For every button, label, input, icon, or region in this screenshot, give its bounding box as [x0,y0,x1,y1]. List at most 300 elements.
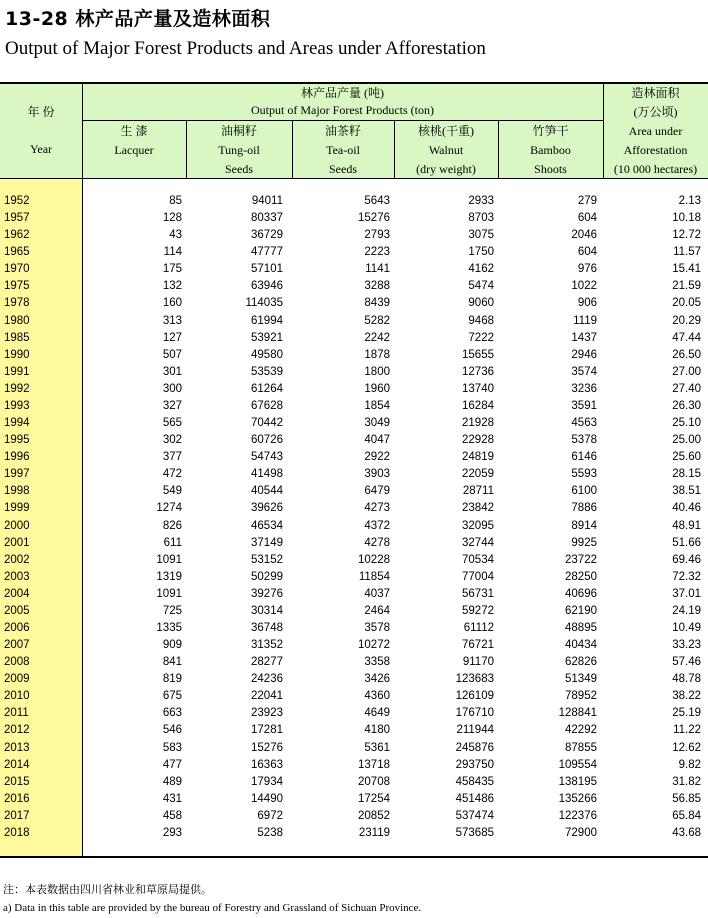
bamboo-cell: 279 [577,195,597,207]
walnut-cell: 8703 [468,212,494,225]
bottom-rule [0,856,708,858]
teaoil-cell: 1141 [365,263,390,276]
year-cell: 2006 [4,622,30,634]
bamboo-cell: 48895 [565,622,597,634]
bamboo-cell: 62826 [565,656,597,669]
bamboo-cell: 135266 [558,792,597,805]
year-cell: 2011 [4,707,29,720]
area-cell: 43.68 [672,826,701,839]
table-row [0,331,708,346]
area-cell: 10.18 [672,212,701,225]
teaoil-cell: 4360 [364,690,390,703]
teaoil-cell: 2922 [364,451,390,464]
table-row [0,604,708,619]
walnut-cell: 16284 [462,399,494,412]
table-row [0,741,708,756]
area-cell: 26.30 [672,399,701,412]
area-header-unit: (万公顷) [633,105,678,119]
area-cell: 48.78 [672,673,701,686]
year-cell: 2016 [4,792,30,805]
bamboo-cell: 6146 [571,451,597,464]
teaoil-cell: 3358 [364,656,390,669]
teaoil-cell: 5282 [364,314,390,327]
teaoil-cell: 2464 [364,604,390,617]
tungoil-cell: 23923 [251,707,283,720]
bamboo-cell: 23722 [565,553,597,566]
teaoil-cell: 3049 [364,417,390,430]
teaoil-cell: 4180 [364,724,390,737]
lacquer-cell: 841 [162,656,182,669]
tungoil-cell: 17934 [251,775,283,788]
tungoil-cell: 54743 [251,451,283,464]
year-cell: 1952 [4,195,30,207]
table-row [0,262,708,277]
area-cell: 27.00 [672,365,701,378]
walnut-cell: 70534 [462,553,494,566]
year-cell: 1991 [4,365,30,378]
bamboo-cell: 62190 [565,604,597,617]
group-header-en: Output of Major Forest Products (ton) [251,103,434,117]
area-cell: 47.44 [672,331,701,344]
col-teaoil-en1: Tea-oil [326,143,360,157]
year-cell: 1957 [4,212,30,225]
walnut-cell: 176710 [455,707,494,720]
tungoil-cell: 17281 [251,724,283,737]
tungoil-cell: 53921 [251,331,283,344]
walnut-cell: 1750 [468,246,494,259]
tungoil-cell: 37149 [251,536,283,549]
area-cell: 24.19 [672,604,701,617]
note-cn: 注：本表数据由四川省林业和草原局提供。 [3,883,212,896]
bamboo-cell: 40696 [565,587,597,600]
lacquer-cell: 293 [162,826,182,839]
table-row [0,536,708,551]
area-cell: 9.82 [678,758,701,771]
bamboo-cell: 4563 [571,417,597,430]
teaoil-cell: 4372 [364,519,390,532]
walnut-cell: 211944 [456,724,494,737]
lacquer-cell: 507 [162,348,182,361]
tungoil-cell: 6972 [257,809,283,822]
walnut-cell: 458435 [455,775,494,788]
bamboo-cell: 3574 [571,365,597,378]
table-row [0,758,708,773]
teaoil-cell: 6479 [364,485,390,498]
col-walnut-en2: (dry weight) [416,162,476,176]
tungoil-cell: 53539 [251,365,283,378]
walnut-cell: 77004 [462,570,494,583]
lacquer-cell: 127 [162,331,182,344]
table-row [0,587,708,602]
walnut-cell: 573685 [455,826,494,839]
bamboo-cell: 604 [577,212,597,225]
col-teaoil-en2: Seeds [329,162,357,176]
year-cell: 2002 [4,553,30,566]
teaoil-cell: 17254 [358,792,390,805]
teaoil-cell: 15276 [358,212,390,225]
year-cell: 1998 [4,485,30,498]
teaoil-cell: 3288 [364,280,390,293]
teaoil-cell: 4278 [364,536,390,549]
lacquer-cell: 160 [162,297,182,310]
lacquer-cell: 85 [169,195,182,207]
lacquer-cell: 1091 [156,587,182,600]
area-cell: 31.82 [672,775,701,788]
area-cell: 72.32 [672,570,701,583]
teaoil-cell: 4037 [364,587,390,600]
table-row [0,501,708,516]
area-header-en2: Afforestation [623,143,688,157]
area-cell: 48.91 [672,519,701,532]
teaoil-cell: 1960 [364,382,390,395]
walnut-cell: 91170 [462,656,494,669]
bamboo-cell: 5593 [571,468,597,481]
year-cell: 2017 [4,809,30,822]
walnut-cell: 22059 [462,468,494,481]
lacquer-cell: 458 [162,809,182,822]
walnut-cell: 15655 [462,348,494,361]
col-bamboo-en2: Shoots [534,162,567,176]
lacquer-cell: 549 [162,485,182,498]
year-cell: 2015 [4,775,30,788]
year-cell: 1993 [4,399,30,412]
teaoil-cell: 4273 [364,502,390,515]
lacquer-cell: 1091 [156,553,182,566]
year-cell: 2009 [4,673,30,686]
area-cell: 12.72 [672,229,701,242]
teaoil-cell: 8439 [364,297,390,310]
year-cell: 1994 [4,417,30,430]
table-row [0,467,708,482]
area-cell: 20.29 [672,314,701,327]
area-cell: 26.50 [672,348,701,361]
tungoil-cell: 5238 [257,826,283,839]
bamboo-cell: 7886 [571,502,597,515]
tungoil-cell: 94011 [251,195,283,207]
tungoil-cell: 47777 [251,246,283,259]
walnut-cell: 5474 [468,280,494,293]
tungoil-cell: 39276 [251,587,283,600]
tungoil-cell: 28277 [251,656,283,669]
table-row [0,279,708,294]
tungoil-cell: 41498 [251,468,283,481]
tungoil-cell: 67628 [251,399,283,412]
walnut-cell: 9468 [468,314,494,327]
year-cell: 2004 [4,587,30,600]
year-cell: 1996 [4,451,30,464]
walnut-cell: 3075 [468,229,494,242]
teaoil-cell: 23119 [358,826,390,839]
bamboo-cell: 3591 [571,399,597,412]
area-cell: 37.01 [672,587,701,600]
year-header-en: Year [29,142,53,156]
col-tungoil-en2: Seeds [225,162,253,176]
year-cell: 2014 [4,758,30,771]
lacquer-cell: 377 [162,451,182,464]
teaoil-cell: 1800 [364,365,390,378]
walnut-cell: 451486 [455,792,494,805]
walnut-cell: 126109 [455,690,494,703]
lacquer-cell: 725 [162,604,182,617]
teaoil-cell: 2242 [364,331,390,344]
table-row [0,382,708,397]
tungoil-cell: 53152 [251,553,283,566]
year-cell: 1997 [4,468,30,481]
bamboo-cell: 9925 [571,536,597,549]
page-title-cn: 13-28 林产品产量及造林面积 [5,8,271,30]
divider [82,120,603,121]
lacquer-cell: 819 [162,673,182,686]
teaoil-cell: 10272 [358,639,390,652]
walnut-cell: 59272 [462,604,494,617]
table-row [0,570,708,585]
year-cell: 2018 [4,826,30,839]
year-cell: 1970 [4,263,30,276]
bamboo-cell: 976 [577,263,597,276]
tungoil-cell: 49580 [251,348,283,361]
walnut-cell: 21928 [462,417,494,430]
year-cell: 2013 [4,741,30,754]
lacquer-cell: 583 [162,741,182,754]
lacquer-cell: 675 [162,690,182,703]
lacquer-cell: 1319 [156,570,182,583]
teaoil-cell: 10228 [358,553,390,566]
year-cell: 2000 [4,519,30,532]
lacquer-cell: 1274 [156,502,182,515]
tungoil-cell: 40544 [251,485,283,498]
table-row [0,228,708,243]
lacquer-cell: 313 [162,314,182,327]
teaoil-cell: 2793 [364,229,390,242]
teaoil-cell: 3426 [364,673,390,686]
lacquer-cell: 1335 [156,622,182,634]
table-row [0,655,708,670]
year-cell: 2012 [4,724,30,737]
bamboo-cell: 3236 [571,382,597,395]
area-cell: 10.49 [672,622,701,634]
area-cell: 40.46 [672,502,701,515]
bamboo-cell: 87855 [565,741,597,754]
walnut-cell: 2933 [468,195,494,207]
tungoil-cell: 36729 [251,229,283,242]
walnut-cell: 24819 [462,451,494,464]
col-walnut-cn: 核桃(干重) [418,124,474,138]
walnut-cell: 76721 [462,639,494,652]
lacquer-cell: 132 [162,280,182,293]
bamboo-cell: 2046 [571,229,597,242]
lacquer-cell: 431 [162,792,182,805]
walnut-cell: 56731 [462,587,494,600]
lacquer-cell: 175 [162,263,182,276]
bamboo-cell: 5378 [571,434,597,447]
year-cell: 1975 [4,280,30,293]
bamboo-cell: 1119 [573,314,597,327]
bamboo-cell: 78952 [565,690,597,703]
teaoil-cell: 5361 [364,741,390,754]
walnut-cell: 61112 [463,622,494,634]
year-cell: 1962 [4,229,30,242]
group-header-cn: 林产品产量 (吨) [301,86,384,100]
tungoil-cell: 60726 [251,434,283,447]
lacquer-cell: 43 [169,229,182,242]
table-row [0,296,708,311]
lacquer-cell: 826 [162,519,182,532]
area-cell: 38.51 [672,485,701,498]
walnut-cell: 22928 [462,434,494,447]
col-lacquer-cn: 生 漆 [120,124,148,138]
walnut-cell: 13740 [462,382,494,395]
table-row [0,809,708,824]
bamboo-cell: 42292 [565,724,597,737]
col-bamboo-cn: 竹笋干 [532,124,569,138]
lacquer-cell: 909 [162,639,182,652]
tungoil-cell: 70442 [251,417,283,430]
bamboo-cell: 122376 [558,809,597,822]
lacquer-cell: 663 [162,707,182,720]
teaoil-cell: 1878 [364,348,390,361]
year-cell: 1995 [4,434,30,447]
tungoil-cell: 50299 [251,570,283,583]
col-teaoil-cn: 油茶籽 [324,124,361,138]
lacquer-cell: 327 [162,399,182,412]
walnut-cell: 7222 [468,331,494,344]
table-row [0,723,708,738]
table-row [0,553,708,568]
bamboo-cell: 1022 [571,280,597,293]
bamboo-cell: 40434 [565,639,597,652]
table-row [0,314,708,329]
walnut-cell: 28711 [462,485,494,498]
area-cell: 21.59 [672,280,701,293]
lacquer-cell: 301 [162,365,182,378]
year-cell: 1992 [4,382,30,395]
area-cell: 25.10 [672,417,701,430]
teaoil-cell: 3578 [364,622,390,634]
tungoil-cell: 36748 [251,622,283,634]
walnut-cell: 9060 [468,297,494,310]
table-row [0,484,708,499]
year-header-cn: 年 份 [27,105,55,119]
lacquer-cell: 472 [162,468,182,481]
teaoil-cell: 3903 [364,468,390,481]
area-cell: 56.85 [672,792,701,805]
tungoil-cell: 114035 [245,297,283,310]
lacquer-cell: 565 [162,417,182,430]
teaoil-cell: 4047 [364,434,390,447]
teaoil-cell: 2223 [364,246,390,259]
bamboo-cell: 138195 [558,775,597,788]
lacquer-cell: 489 [162,775,182,788]
year-cell: 1980 [4,314,30,327]
table-row [0,621,708,636]
area-cell: 57.46 [672,656,701,669]
area-cell: 20.05 [672,297,701,310]
teaoil-cell: 1854 [364,399,390,412]
table-row [0,775,708,790]
tungoil-cell: 61264 [251,382,283,395]
walnut-cell: 245876 [455,741,494,754]
year-cell: 1990 [4,348,30,361]
tungoil-cell: 14490 [251,792,283,805]
bamboo-cell: 2946 [571,348,597,361]
lacquer-cell: 477 [162,758,182,771]
table-row [0,672,708,687]
lacquer-cell: 546 [162,724,182,737]
walnut-cell: 32095 [462,519,494,532]
year-cell: 2005 [4,604,30,617]
area-cell: 27.40 [672,382,701,395]
table-row [0,826,708,841]
col-tungoil-en1: Tung-oil [218,143,260,157]
year-cell: 2001 [4,536,30,549]
bamboo-cell: 1437 [571,331,597,344]
table-row [0,211,708,226]
table-row [0,348,708,363]
col-tungoil-cn: 油桐籽 [220,124,257,138]
bamboo-cell: 8914 [571,519,597,532]
area-cell: 69.46 [672,553,701,566]
table-row [0,638,708,653]
area-cell: 65.84 [672,809,701,822]
bamboo-cell: 906 [577,297,597,310]
bamboo-cell: 72900 [565,826,597,839]
year-cell: 1965 [4,246,30,259]
table-row [0,519,708,534]
area-cell: 33.23 [672,639,701,652]
walnut-cell: 293750 [455,758,494,771]
area-cell: 38.22 [672,690,701,703]
teaoil-cell: 5643 [364,195,390,207]
tungoil-cell: 24236 [251,673,283,686]
year-cell: 2007 [4,639,30,652]
tungoil-cell: 57101 [251,263,283,276]
tungoil-cell: 15276 [251,741,283,754]
note-en: a) Data in this table are provided by the bureau of Forestry and Grassland of Sichuan Province. [3,902,422,914]
lacquer-cell: 114 [163,246,182,259]
table-row [0,399,708,414]
teaoil-cell: 13718 [358,758,390,771]
area-cell: 51.66 [672,536,701,549]
table-row [0,706,708,721]
table-row [0,450,708,465]
col-lacquer-en: Lacquer [114,143,154,157]
tungoil-cell: 30314 [251,604,283,617]
tungoil-cell: 46534 [251,519,283,532]
year-cell: 2008 [4,656,30,669]
year-cell: 2003 [4,570,30,583]
table-row [0,689,708,704]
area-cell: 25.60 [672,451,701,464]
tungoil-cell: 31352 [251,639,283,652]
lacquer-cell: 128 [162,212,182,225]
bamboo-cell: 6100 [571,485,597,498]
lacquer-cell: 300 [162,382,182,395]
bamboo-cell: 109554 [558,758,597,771]
tungoil-cell: 22041 [251,690,283,703]
area-cell: 25.19 [672,707,701,720]
col-bamboo-en1: Bamboo [530,143,571,157]
page-title-en: Output of Major Forest Products and Areas under Afforestation [5,38,486,59]
area-cell: 11.57 [673,246,701,259]
col-walnut-en1: Walnut [428,143,464,157]
area-cell: 28.15 [672,468,701,481]
tungoil-cell: 39626 [251,502,283,515]
tungoil-cell: 16363 [251,758,283,771]
year-cell: 1978 [4,297,30,310]
area-header-en3: (10 000 hectares) [613,162,698,176]
area-header-en1: Area under [628,124,683,138]
walnut-cell: 4162 [468,263,494,276]
